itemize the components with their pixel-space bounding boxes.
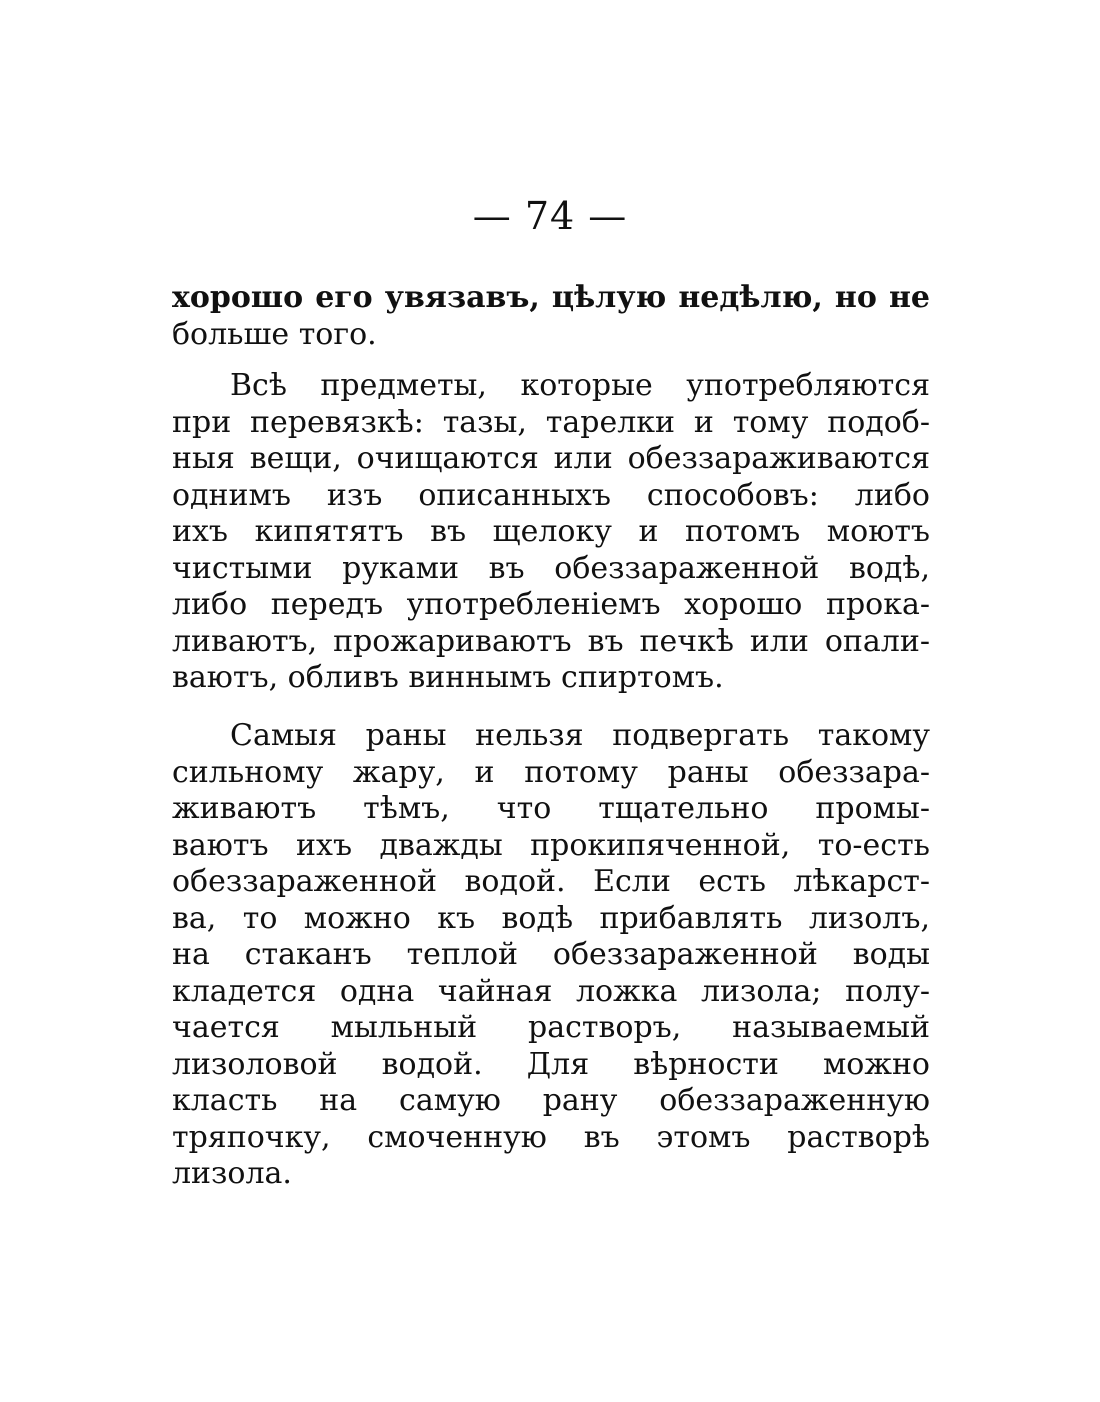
text-line: больше того.: [172, 316, 377, 352]
text-line: ва, то можно къ водѣ прибавлять лизолъ,: [172, 900, 930, 936]
text-line: либо передъ употребленіемъ хорошо прока-: [172, 587, 930, 622]
text-line: ихъ кипятятъ въ щелоку и потомъ моютъ: [172, 514, 930, 549]
text-line: обеззараженной водой. Если есть лѣкарст-: [172, 864, 930, 899]
text-line: чается мыльный растворъ, называемый: [172, 1010, 930, 1045]
paragraph-disinfection-of-wounds: [172, 718, 930, 1193]
paragraph-continuation: [172, 280, 930, 353]
text-line: Всѣ предметы, которые употребляются: [230, 368, 930, 403]
text-line: ныя вещи, очищаются или обеззараживаются: [172, 441, 930, 476]
text-line: лизола.: [172, 1156, 292, 1191]
text-line: тряпочку, смоченную въ этомъ растворѣ: [172, 1119, 930, 1155]
text-line: хорошо его увязавъ, цѣлую недѣлю, но не: [172, 280, 930, 315]
text-line: класть на самую рану обеззараженную: [172, 1083, 930, 1118]
text-line: Самыя раны нельзя подвергать такому: [230, 718, 930, 753]
text-line: ливаютъ, прожариваютъ въ печкѣ или опали-: [172, 623, 930, 659]
paragraph-disinfection-of-items: [172, 368, 930, 697]
text-line: кладется одна чайная ложка лизола; полу-: [172, 973, 930, 1009]
text-line: лизоловой водой. Для вѣрности можно: [172, 1046, 930, 1082]
page-number: — 74 —: [472, 194, 628, 238]
text-line: ваютъ ихъ дважды прокипяченной, то-есть: [172, 827, 930, 863]
text-line: живаютъ тѣмъ, что тщательно промы-: [172, 791, 930, 826]
text-line: на стаканъ теплой обеззараженной воды: [172, 937, 930, 972]
text-line: однимъ изъ описанныхъ способовъ: либо: [172, 477, 930, 513]
text-line: при перевязкѣ: тазы, тарелки и тому подоб-: [172, 404, 930, 440]
text-line: сильному жару, и потому раны обеззара-: [172, 754, 930, 790]
text-line: ваютъ, обливъ виннымъ спиртомъ.: [172, 660, 724, 695]
text-line: чистыми руками въ обеззараженной водѣ,: [172, 550, 930, 586]
